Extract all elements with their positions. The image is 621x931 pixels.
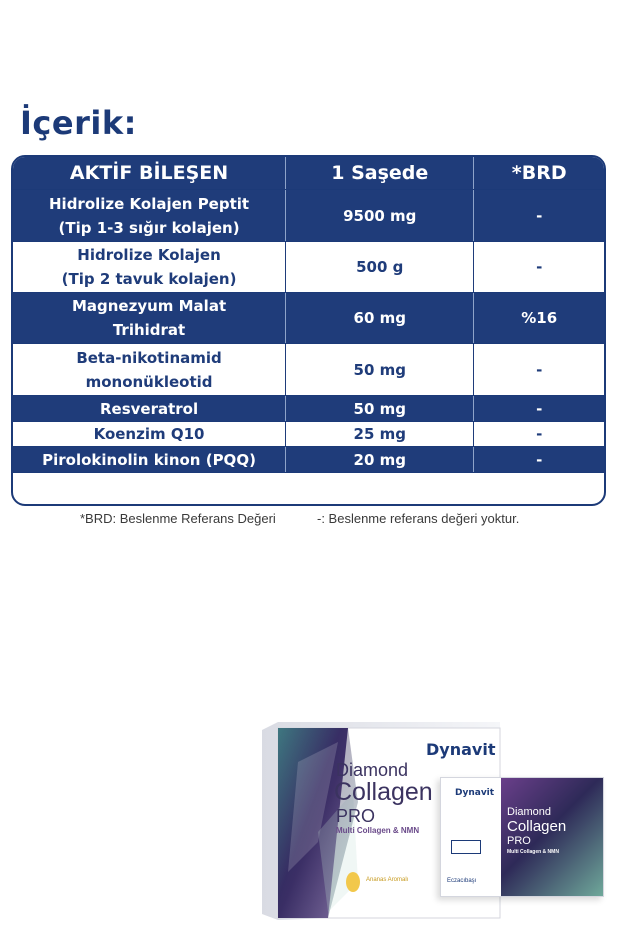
sachet-subtitle: Multi Collagen & NMN [507,849,559,855]
box-flavor: Ananas Aromalı [366,877,409,883]
table-row [13,242,604,293]
box-subtitle: Multi Collagen & NMN [336,826,420,835]
ingredient-brd: - [536,258,543,276]
ingredients-table [11,155,606,506]
header-per-sachet: 1 Saşede [286,157,474,189]
ingredient-name-line1: Beta-nikotinamid [76,348,222,367]
ingredient-name-line2: mononükleotid [85,372,213,391]
ingredient-brd: - [536,206,543,225]
table-row [13,190,604,242]
pineapple-icon [346,872,360,892]
ingredient-name-line1: Hidrolize Kolajen Peptit [49,194,250,213]
sachet-brand: Dynavit [455,788,495,798]
sachet-number-badge [451,840,481,854]
box-title-line3: PRO [336,806,376,826]
footnote-no-brd: -: Beslenme referans değeri yoktur. [317,511,520,526]
ingredient-amount: 50 mg [286,344,474,395]
box-brand: Dynavit [426,740,496,759]
ingredient-brd: %16 [521,309,558,327]
sachet-title-line3: PRO [507,835,531,847]
ingredient-name [13,344,286,395]
table-row [13,293,604,344]
ingredient-amount: 500 g [286,242,474,292]
sachet-title-line1: Diamond [507,806,552,818]
sachet-logo: Eczacıbaşı [447,878,477,884]
ingredient-amount: 25 mg [286,422,474,446]
ingredient-brd: - [536,425,543,443]
footnote-brd: *BRD: Beslenme Referans Değeri [80,511,276,526]
table-row [13,422,604,447]
ingredient-name [13,242,286,292]
table-header-row [13,157,604,190]
ingredient-amount: 60 mg [286,293,474,343]
ingredient-name: Pirolokinolin kinon (PQQ) [13,447,286,472]
table-row [13,447,604,473]
ingredient-brd: - [536,360,543,379]
page-title: İçerik: [20,104,137,142]
ingredient-name: Resveratrol [13,396,286,421]
sachet [440,777,604,897]
ingredient-name [13,293,286,343]
box-title-line2: Collagen [334,778,433,806]
ingredient-name-line2: (Tip 2 tavuk kolajen) [61,270,237,288]
ingredient-amount: 50 mg [286,396,474,421]
ingredient-name-line1: Hidrolize Kolajen [77,246,221,264]
ingredient-name-line2: Trihidrat [112,321,186,339]
sachet-title-line2: Collagen [507,818,567,835]
ingredient-name-line1: Magnezyum Malat [71,297,227,315]
ingredient-brd: - [536,399,543,418]
header-brd: *BRD [511,162,567,184]
product-image [258,722,608,927]
ingredient-name-line2: (Tip 1-3 sığır kolajen) [58,218,240,237]
header-active-ingredient: AKTİF BİLEŞEN [13,157,286,189]
ingredient-name [13,190,286,241]
ingredient-amount: 20 mg [286,447,474,472]
ingredient-amount: 9500 mg [286,190,474,241]
ingredient-brd: - [536,450,543,469]
ingredient-name: Koenzim Q10 [13,422,286,446]
table-row [13,344,604,396]
table-row [13,396,604,422]
box-title-line1: Diamond [336,760,409,780]
